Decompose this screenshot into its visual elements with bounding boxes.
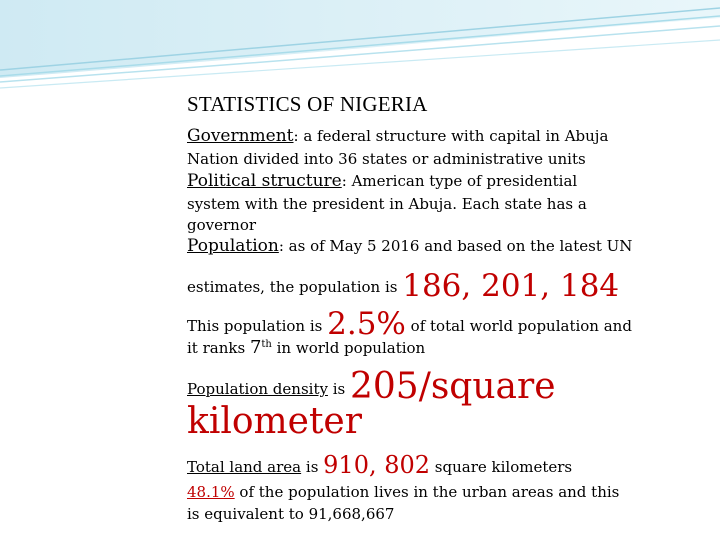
population-line [187,236,632,256]
government-line [187,126,608,146]
population-estimate-text: estimates, the population is [187,278,403,296]
government-states-line: Nation divided into 36 states or administrative units [187,150,586,168]
urban-percent: 48.1% [187,483,235,501]
political-text: : American type of presidential [341,172,578,190]
urban-text-2: is equivalent to 91,668,667 [187,505,395,523]
political-text-2: system with the president in Abuja. Each state has a [187,195,587,213]
wave-decoration [0,0,720,100]
density-unit: kilometer [187,401,362,442]
rank-prefix: it ranks [187,339,250,357]
political-line [187,171,577,191]
share-prefix: This population is [187,317,328,335]
share-suffix: of total world population and [405,317,632,335]
population-text: : as of May 5 2016 and based on the latest UN [278,237,633,255]
population-value: 186, 201, 184 [402,268,620,304]
land-area-line [187,450,572,478]
population-label: Population [187,236,279,256]
political-text-3: governor [187,216,257,234]
population-share-line [187,303,632,342]
rank-number: 7 [249,337,262,358]
population-value-line [187,264,620,304]
land-area-connector: is [301,458,324,476]
density-value: 205/square [349,366,556,407]
government-text: : a federal structure with capital in Abuja [293,127,609,145]
density-connector: is [327,380,350,398]
government-label: Government [187,126,294,146]
page-title: STATISTICS OF NIGERIA [187,92,428,116]
urban-text: of the population lives in the urban areas and this [234,483,620,501]
density-line [187,362,556,407]
population-share: 2.5% [327,306,406,342]
population-rank-line [187,337,425,358]
density-label: Population density [187,380,328,398]
rank-suffix: in world population [271,339,426,357]
political-label: Political structure [187,171,342,191]
land-area-value: 910, 802 [323,451,431,479]
urban-line [187,483,619,501]
land-area-unit: square kilometers [430,458,573,476]
rank-suffix-sup: th [261,339,272,350]
land-area-label: Total land area [187,458,302,476]
